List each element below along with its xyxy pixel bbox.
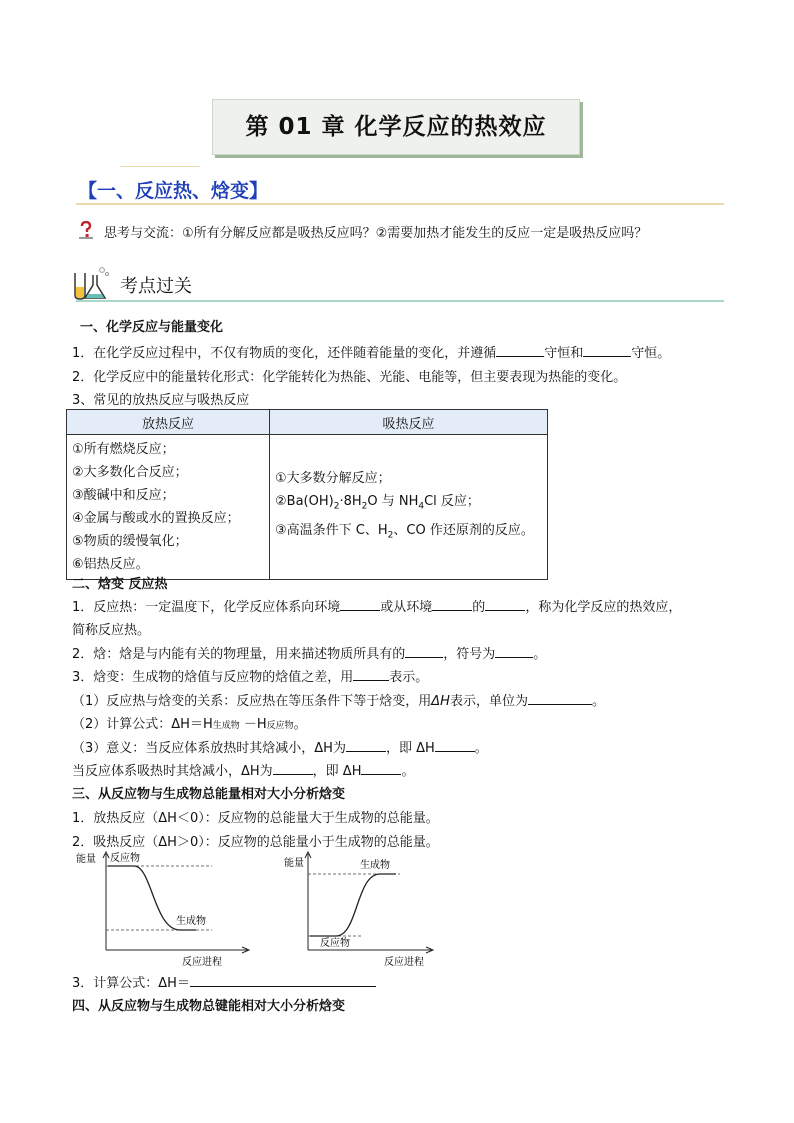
blank-line (485, 598, 525, 611)
list-item: ③高温条件下 C、$H_2$、CO 作还原剂的反应。 (275, 522, 534, 541)
paragraph: 当反应体系吸热时其焓减小，ΔH为 ，即 ΔH 。 (72, 764, 415, 779)
paragraph: （1）反应热与焓变的关系：反应热在等压条件下等于焓变，用ΔH表示，单位为 。 (72, 694, 605, 709)
divider (76, 203, 724, 205)
list-item: ⑥铝热反应。 (72, 557, 149, 572)
axis-label: 能量 (284, 858, 304, 869)
curve-label: 生成物 (176, 916, 206, 927)
table-header: 放热反应 (67, 410, 270, 435)
flask-icon (71, 265, 111, 301)
list-item: ⑤物质的缓慢氧化； (72, 534, 188, 549)
blank-line (273, 762, 313, 775)
blank-line (346, 739, 386, 752)
blank-line (361, 762, 401, 775)
paragraph: 简称反应热。 (72, 623, 151, 638)
blank-line (353, 668, 389, 681)
paragraph: （2）计算公式：ΔH＝H生成物 －H反应物。 (72, 717, 307, 732)
blank-line (190, 974, 376, 987)
question-mark-icon (78, 221, 94, 239)
list-item: ①所有燃烧反应； (72, 442, 175, 457)
blank-line (496, 344, 544, 357)
blank-line (432, 598, 472, 611)
blank-line (340, 598, 380, 611)
paragraph: 3．计算公式：ΔH＝ (72, 972, 376, 991)
list-item: ②大多数化合反应； (72, 465, 188, 480)
axis-label: 反应进程 (384, 957, 424, 968)
divider (76, 300, 724, 302)
paragraph: 1．反应热：一定温度下，化学反应体系向环境 或从环境 的 ，称为化学反应的热效应， (72, 600, 682, 615)
part-heading: 三、从反应物与生成物总能量相对大小分析焓变 (72, 787, 346, 802)
axis-label: 反应进程 (182, 957, 222, 968)
paragraph: 1．在化学反应过程中，不仅有物质的变化，还伴随着能量的变化，并遵循 守恒和 守恒。 (72, 346, 671, 361)
table-cell (270, 435, 548, 580)
blank-line (583, 344, 631, 357)
paragraph: 2．化学反应中的能量转化形式：化学能转化为热能、光能、电能等，但主要表现为热能的变化。 (72, 370, 627, 385)
section-heading: 【一、反应热、焓变】 (78, 180, 269, 202)
paragraph: 2．吸热反应（ΔH＞0）：反应物的总能量小于生成物的总能量。 (72, 835, 439, 850)
blank-line (495, 645, 533, 658)
list-item: ①大多数分解反应； (275, 470, 391, 486)
list-item: ④金属与酸或水的置换反应； (72, 511, 240, 526)
table-cell (67, 435, 270, 580)
discussion-question: 思考与交流：①所有分解反应都是吸热反应吗？②需要加热才能发生的反应一定是吸热反应吗？ (104, 226, 648, 241)
part-heading: 二、焓变 反应热 (72, 577, 168, 592)
blank-line (435, 739, 475, 752)
blank-line (405, 645, 443, 658)
section-title: 考点过关 (120, 276, 192, 297)
paragraph: 2．焓：焓是与内能有关的物理量，用来描述物质所具有的 ，符号为 。 (72, 647, 547, 662)
curve-label: 生成物 (360, 860, 390, 871)
list-item: $②Ba(OH)_2\cdot 8H_2O$ 与 $NH_4Cl$ 反应； (275, 493, 480, 512)
chapter-title: 第 01 章 化学反应的热效应 (245, 114, 547, 140)
paragraph: 1．放热反应（ΔH＜0）：反应物的总能量大于生成物的总能量。 (72, 811, 439, 826)
endothermic-energy-diagram (280, 846, 440, 971)
curve-label: 反应物 (110, 853, 140, 864)
chapter-title-box (212, 99, 580, 155)
curve-label: 反应物 (320, 938, 350, 949)
paragraph: 3、常见的放热反应与吸热反应 (72, 393, 250, 408)
exothermic-energy-diagram (72, 846, 262, 971)
divider (120, 166, 200, 167)
part-heading: 四、从反应物与生成物总键能相对大小分析焓变 (72, 999, 346, 1014)
reaction-table (66, 409, 548, 580)
axis-label: 能量 (76, 854, 96, 865)
blank-line (528, 692, 592, 705)
paragraph: 3．焓变：生成物的焓值与反应物的焓值之差，用 表示。 (72, 670, 429, 685)
list-item: ③酸碱中和反应； (72, 488, 175, 503)
table-header: 吸热反应 (270, 410, 548, 435)
part-heading: 一、化学反应与能量变化 (80, 320, 224, 335)
paragraph: （3）意义：当反应体系放热时其焓减小，ΔH为 ，即 ΔH 。 (72, 741, 488, 756)
